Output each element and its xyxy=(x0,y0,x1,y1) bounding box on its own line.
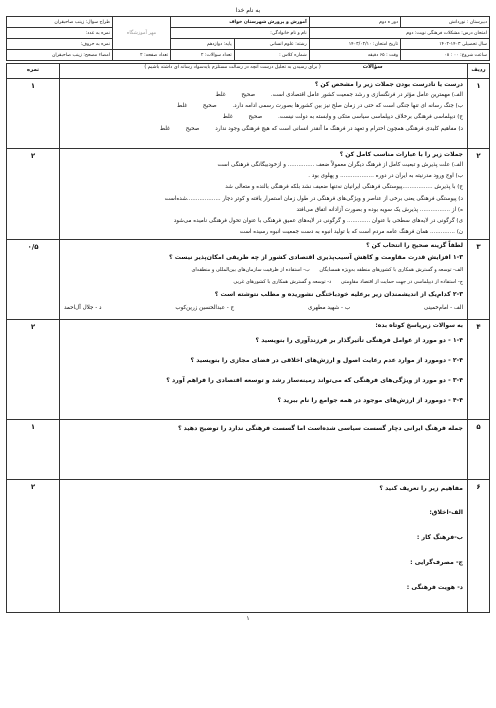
true-option[interactable]: صحیح xyxy=(185,125,200,132)
page-number: ۱ xyxy=(246,615,250,623)
row-score: ۲ xyxy=(7,320,60,420)
definition-item[interactable]: د- هویت فرهنگی : xyxy=(406,584,463,592)
fill-blank-item[interactable]: ب) اوج ورود مدرنیته به ایران در دوره ................... و پهلوی بود . xyxy=(308,173,463,180)
exam-date: تاریخ امتحان: ۱۴۰۳/۰۲/۱۰ xyxy=(309,39,400,50)
false-option[interactable]: غلط xyxy=(177,103,188,110)
definition-item[interactable]: الف-اخلاق: xyxy=(429,509,463,517)
fill-blank-item[interactable]: د) پیوستگی فرهنگی یعنی برخی از عناصر و ویژگی‌های فرهنگی در طول زمان استمرار یافته و کوتر دچار ...................شده‌است xyxy=(164,195,463,202)
short-answer-item[interactable]: ۱-۴ - دو مورد از عوامل فرهنگی تأثیرگذار بر فرزندآوری را بنویسید ؟ xyxy=(255,337,463,345)
mc-option-b[interactable]: ب- استفاده از ظرفیت سازمان‌های بین‌المللی و منطقه‌ای xyxy=(191,267,310,274)
mc-question: ۱-۳ افزایش قدرت مقاومت و کاهش آسیب‌پذیری اقتصادی کشور از چه طریقی امکان‌پذیر نیست ؟ xyxy=(169,254,463,262)
row-column-header: ردیف xyxy=(468,64,490,79)
page-count: تعداد صفحه: ۲ xyxy=(112,50,170,61)
question-row-5 xyxy=(7,420,490,480)
exam-page xyxy=(6,6,490,622)
subject-info: امتحان درس: مشکلات فرهنگی نوبت: دوم xyxy=(309,28,489,39)
row-number: ۶ xyxy=(468,480,490,613)
true-false-item: ج) دیپلماسی فرهنگی برخلاف دیپلماسی سیاسی متکی و وابسته به دولت نیست. صحیح غلط xyxy=(64,112,463,123)
row-number: ۵ xyxy=(468,420,490,480)
fill-blank-item[interactable]: ج) با پذیرش .................پیوستگی فرهنگی ایرانیان نه‌تنها ضعیف نشد بلکه فرهنگی بالنده و متعالی شد xyxy=(225,184,463,191)
true-option[interactable]: صحیح xyxy=(202,103,217,110)
row-score: ۲ xyxy=(7,149,60,240)
false-option[interactable]: غلط xyxy=(222,114,233,121)
grade-level: پایه: دوازدهم xyxy=(170,39,234,50)
row-number: ۳ xyxy=(468,240,490,320)
score-digits-field[interactable]: نمره به عدد: xyxy=(7,28,113,39)
mc-option-a[interactable]: الف- توسعه و گسترش همکاری با کشورهای منطقه به‌ویژه همسایگان xyxy=(319,267,463,274)
education-office: آموزش و پرورش شهرستان خواف xyxy=(170,17,309,28)
row-score: ۱ xyxy=(7,79,60,149)
page-heading: به نام خدا xyxy=(235,7,261,14)
fill-blank-item[interactable]: ی) گرگونی در لایه‌های سطحی با عنوان ............. و گرگونی در لایه‌های عمیق فرهنگی با عنوان تحول فرهنگی نامیده می‌شود xyxy=(173,218,463,225)
grader-signature: امضاء مصحح: زینب صاحبقران xyxy=(7,50,113,61)
questions-table xyxy=(6,63,490,613)
false-option[interactable]: غلط xyxy=(215,92,226,98)
definition-item[interactable]: ب-فرهنگ کار : xyxy=(416,534,463,542)
true-false-item: د) مفاهیم کلیدی فرهنگی همچون احترام و تعهد در فرهنگ ما آنقدر انسانی است که هیچ فرهنگی وجود ندارد صحیح غلط xyxy=(64,124,463,135)
mc-option-c[interactable]: ج- استفاده از دیپلماسی در جهت حمایت از اقتصاد مقاومتی xyxy=(340,278,463,285)
short-answer-item[interactable]: ۲-۴ - دومورد از موارد عدم رعایت اصول و ارزش‌های اخلاقی در فضای مجازی را بنویسید ؟ xyxy=(190,357,463,365)
school-year: سال تحصیلی ۱۴۰۳-۱۴۰۲ xyxy=(401,39,490,50)
fill-blank-item[interactable]: ه) از ................. پذیرش یک سویه بوده و بصورت آزادانه اتفاق می‌افتد xyxy=(296,206,463,213)
mc-option-c[interactable]: ج - عبدالحسین زرین‌کوب xyxy=(175,304,235,311)
question-title: لطفاً گزینه صحیح را انتخاب کن ؟ xyxy=(366,242,463,250)
exam-header xyxy=(6,16,490,61)
fill-blank-item[interactable]: ن) .............. همان فرهنگ عامه مردم است که با تولید انبوه به دست جمعیت انبوه رسیده است xyxy=(239,229,463,236)
mc-options xyxy=(64,265,463,276)
row-number: ۱ xyxy=(468,79,490,149)
true-false-item: الف) مهمترین عامل مؤثر در فرنگسازی و رشد جمعیت کشور عامل اقتصادی است. صحیح غلط xyxy=(64,90,463,101)
row-number: ۴ xyxy=(468,320,490,420)
mc-option-d[interactable]: د - جلال آل‌احمد xyxy=(64,304,102,311)
mc-option-b[interactable]: ب - شهید مطهری xyxy=(307,304,351,311)
question-row-2 xyxy=(7,149,490,240)
mc-option-a[interactable]: الف - امام‌خمینی xyxy=(423,304,463,311)
duration: وقت : ۶۵ دقیقه xyxy=(309,50,400,61)
question-count: تعداد سوالات: ۲ xyxy=(170,50,234,61)
questions-label: سؤالات xyxy=(362,64,383,70)
question-designer: طراح سوال: زینب صاحبقران xyxy=(7,17,113,28)
class-number: شماره کلاس : xyxy=(234,50,309,61)
question-row-1 xyxy=(7,79,490,149)
question-row-6 xyxy=(7,480,490,613)
row-number: ۲ xyxy=(468,149,490,240)
mc-option-d[interactable]: د- توسعه و گسترش همکاری با کشورهای غربی xyxy=(233,278,332,285)
student-name-field[interactable]: نام و نام خانوادگی: xyxy=(170,28,309,39)
score-letters-field[interactable]: نمره به حروف: xyxy=(7,39,113,50)
row-score: ۱ xyxy=(7,420,60,480)
score-column-header: نمره xyxy=(7,64,60,79)
row-score: ۰/۵ xyxy=(7,240,60,320)
question-title: جملات زیر را با عبارات مناسب کامل کن ؟ xyxy=(339,151,463,158)
fill-blank-item[interactable]: الف) علت پذیرش و تبعیت کامل از فرهنگ دیگران معمولاً ضعف ............... و ازخودبیگانگی فرهنگی است xyxy=(217,162,463,168)
row-score: ۲ xyxy=(7,480,60,613)
question-title: به سوالات زیرپاسخ کوتاه بده: xyxy=(375,322,463,330)
start-time: ساعت شروع: ۰۰ : ۰۸ xyxy=(401,50,490,61)
essay-question[interactable]: جمله فرهنگ ایرانی دچار گسست سیاسی شده‌است اما گسست فرهنگی ندارد را توضیح دهید ؟ xyxy=(177,425,463,433)
question-row-3 xyxy=(7,240,490,320)
table-header-row xyxy=(7,64,490,79)
questions-column-header xyxy=(60,64,468,79)
field-of-study: رشته: علوم انسانی xyxy=(234,39,309,50)
true-false-item: ب) جنگ رسانه ای تنها جنگی است که حتی در زمان صلح نیز بین کشورها بصورت رسمی ادامه دارد. صحیح غلط xyxy=(64,101,463,112)
question-title: درست یا نادرست بودن جملات زیر را مشخص کن ؟ xyxy=(314,81,463,88)
exam-round: دور ه دوم xyxy=(309,17,400,28)
short-answer-item[interactable]: ۳-۴ - دو مورد از ویژگی‌های فرهنگی که می‌تواند زمینه‌ساز رشد و توسعه اقتصادی را فراهم آورد ؟ xyxy=(166,377,463,385)
question-row-4 xyxy=(7,320,490,420)
mc-options xyxy=(64,277,463,288)
mc-options xyxy=(64,302,463,314)
true-option[interactable]: صحیح xyxy=(248,114,263,121)
short-answer-item[interactable]: ۴-۴ - دومورد از ارزش‌های موجود در همه جوامع را نام ببرید ؟ xyxy=(277,397,463,405)
school-stamp: مهر آموزشگاه xyxy=(112,17,170,50)
definition-item[interactable]: ج- مصرف‌گرایی : xyxy=(410,559,463,567)
header-note: ( برای رسیدن به تحلیل درست آنچه در رسالت مستلزم بایدسواد رسانه ای داشته باشیم ) xyxy=(144,65,321,70)
false-option[interactable]: غلط xyxy=(159,125,170,132)
mc-question: ۲-۳ کدام‌یک از اندیشمندان زیر برعلیه خودباختگی نشوریده و مطلب نتوشته است ؟ xyxy=(214,290,463,298)
true-option[interactable]: صحیح xyxy=(241,92,256,98)
question-title: مفاهیم زیر را تعریف کنید ؟ xyxy=(379,485,463,493)
school-name: دبیرستان : نوردانش xyxy=(401,17,490,28)
